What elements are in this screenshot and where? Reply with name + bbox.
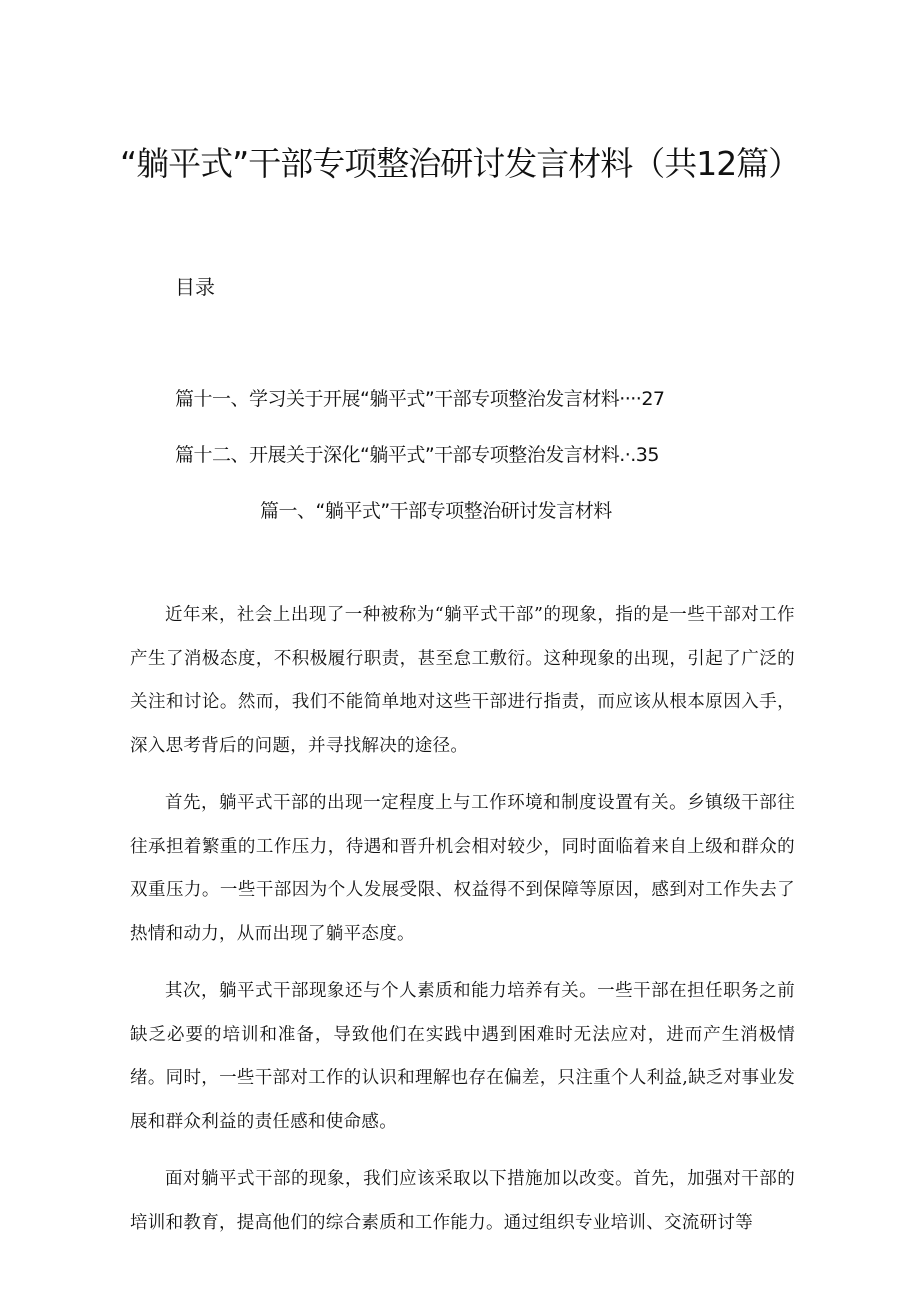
toc-heading: 目录 (175, 275, 215, 299)
paragraph: 其次，躺平式干部现象还与个人素质和能力培养有关。一些干部在担任职务之前缺乏必要的培训和准备，导致他们在实践中遇到困难时无法应对，进而产生消极情绪。同时，一些干部对工作的认识和理解也存在偏差，只注重个人利益,缺乏对事业发展和群众利益的责任感和使命感。 (130, 981, 795, 1132)
paragraph: 首先，躺平式干部的出现一定程度上与工作环境和制度设置有关。乡镇级干部往往承担着繁重的工作压力，待遇和晋升机会相对较少，同时面临着来自上级和群众的双重压力。一些干部因为个人发展受限、权益得不到保障等原因，感到对工作失去了热情和动力，从而出现了躺平态度。 (130, 793, 795, 944)
toc-entry[interactable]: 篇十二、开展关于深化“躺平式”干部专项整治发言材料.·.35 (175, 444, 659, 466)
paragraph: 近年来，社会上出现了一种被称为“躺平式干部”的现象，指的是一些干部对工作产生了消极态度，不积极履行职责，甚至怠工敷衍。这种现象的出现，引起了广泛的关注和讨论。然而，我们不能简单地对这些干部进行指责，而应该从根本原因入手，深入思考背后的问题，并寻找解决的途径。 (130, 605, 795, 756)
body-text (130, 594, 795, 1259)
document-title: “躺平式”干部专项整治研讨发言材料（共12篇） (120, 144, 801, 183)
toc-entry[interactable]: 篇十一、学习关于开展“躺平式”干部专项整治发言材料····27 (175, 388, 665, 410)
paragraph: 面对躺平式干部的现象，我们应该采取以下措施加以改变。首先，加强对干部的培训和教育，提高他们的综合素质和工作能力。通过组织专业培训、交流研讨等 (130, 1169, 795, 1233)
section-heading: 篇一、“躺平式”干部专项整治研讨发言材料 (260, 500, 612, 522)
